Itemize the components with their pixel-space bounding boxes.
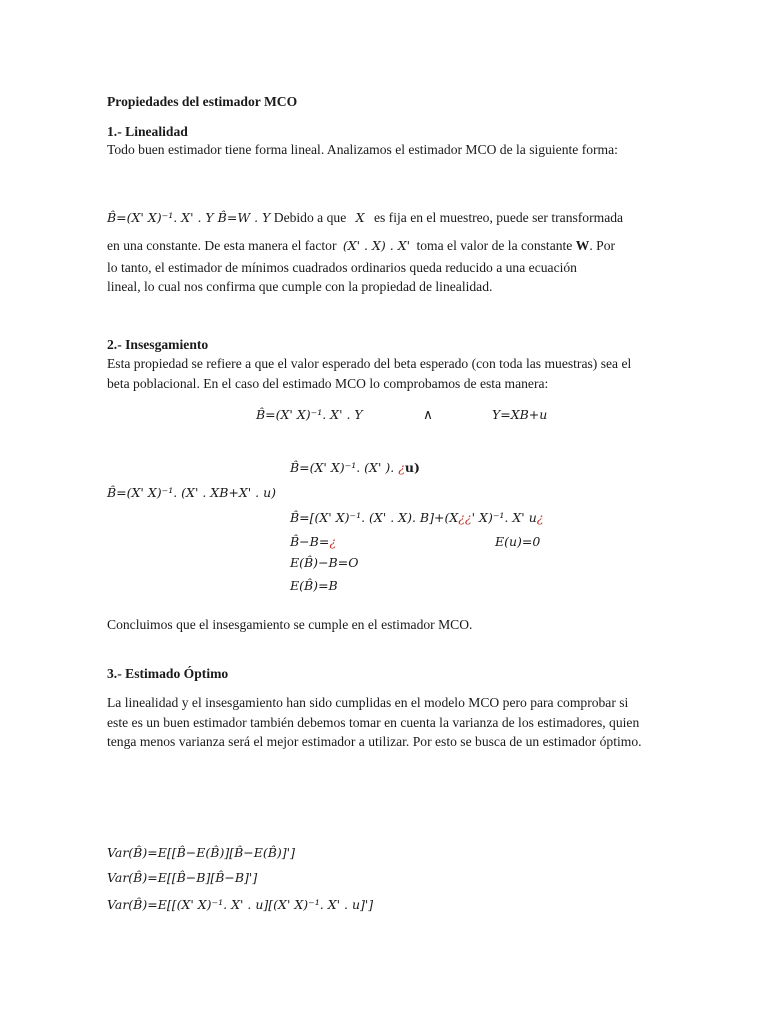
derivation-line-5: E(B̂)=B bbox=[290, 578, 338, 593]
section-2-heading: 2.- Insesgamiento bbox=[107, 337, 209, 352]
linearity-text-b: es fija en el muestreo, puede ser transformada bbox=[373, 210, 624, 225]
linearity-formula: B̂=(X' X)⁻¹. X' . Y B̂=W . Y bbox=[107, 210, 271, 225]
linearity-line-2 bbox=[107, 236, 615, 256]
variance-line-1: Var(B̂)=E[[B̂−E(B̂)][B̂−E(B̂)]'] bbox=[107, 845, 295, 860]
linearity-line-3: lo tanto, el estimador de mínimos cuadrados ordinarios queda reducido a una ecuación bbox=[107, 260, 577, 275]
derivation-line-2-red-2: ¿ bbox=[536, 510, 544, 525]
linearity-formula-line bbox=[107, 208, 623, 228]
linearity-line2-c: . Por bbox=[589, 238, 616, 253]
constant-w: W bbox=[575, 238, 590, 253]
factor-formula: (X' . X) . X' bbox=[342, 238, 411, 253]
derivation-line-2-red-1: ¿¿ bbox=[458, 510, 472, 525]
variance-line-2: Var(B̂)=E[[B̂−B][B̂−B]'] bbox=[107, 870, 258, 885]
derivation-line-1-red: ¿ bbox=[398, 460, 405, 475]
wedge-symbol: ∧ bbox=[423, 407, 433, 422]
linearity-text-a: Debido a que bbox=[273, 210, 347, 225]
derivation-line-1 bbox=[290, 458, 420, 478]
section-1-intro: Todo buen estimador tiene forma lineal. Analizamos el estimador MCO de la siguiente forma: bbox=[107, 142, 618, 157]
model-equation: Y=XB+u bbox=[492, 407, 548, 422]
derivation-line-3-text: B̂−B= bbox=[290, 534, 330, 549]
derivation-line-1-text: B̂=(X' X)⁻¹. (X' ). bbox=[290, 460, 395, 475]
derivation-line-4: E(B̂)−B=O bbox=[290, 555, 359, 570]
derivation-line-2-text: B̂=[(X' X)⁻¹. (X' . X). B]+(X bbox=[290, 510, 459, 525]
variance-line-3: Var(B̂)=E[[(X' X)⁻¹. X' . u][(X' X)⁻¹. X' . u]'] bbox=[107, 897, 374, 912]
linearity-line2-b: toma el valor de la constante bbox=[416, 238, 573, 253]
section-2-conclusion: Concluimos que el insesgamiento se cumple en el estimador MCO. bbox=[107, 617, 473, 632]
derivation-line-3 bbox=[290, 532, 336, 552]
linearity-line2-a: en una constante. De esta manera el factor bbox=[107, 238, 337, 253]
page-title: Propiedades del estimador MCO bbox=[107, 94, 298, 109]
derivation-line-3-red: ¿ bbox=[329, 534, 337, 549]
estimator-equation: B̂=(X' X)⁻¹. X' . Y bbox=[256, 407, 363, 422]
derivation-line-2-mid: ' X)⁻¹. X' u bbox=[471, 510, 537, 525]
variable-x: X bbox=[355, 210, 365, 225]
expected-u-equation: E(u)=0 bbox=[495, 534, 541, 549]
derivation-line-1-bold: u) bbox=[404, 460, 420, 475]
section-3-heading: 3.- Estimado Óptimo bbox=[107, 666, 229, 681]
section-1-heading: 1.- Linealidad bbox=[107, 124, 188, 139]
section-3-intro: La linealidad y el insesgamiento han sido cumplidas en el modelo MCO pero para comprobar si este es un buen estimador también debemos tomar en cuenta la varianza de los estimadores, quien tenga menos varianza será el mejor estimador a utilizar. Por esto se busca de un estimador óptimo. bbox=[107, 695, 642, 749]
section-2-intro: Esta propiedad se refiere a que el valor esperado del beta esperado (con toda las muestras) sea el beta poblacional. En el caso del estimado MCO lo comprobamos de esta manera: bbox=[107, 356, 632, 391]
substitution-equation: B̂=(X' X)⁻¹. (X' . XB+X' . u) bbox=[107, 485, 277, 500]
linearity-line-4: lineal, lo cual nos confirma que cumple con la propiedad de linealidad. bbox=[107, 279, 493, 294]
derivation-line-2 bbox=[290, 508, 543, 528]
